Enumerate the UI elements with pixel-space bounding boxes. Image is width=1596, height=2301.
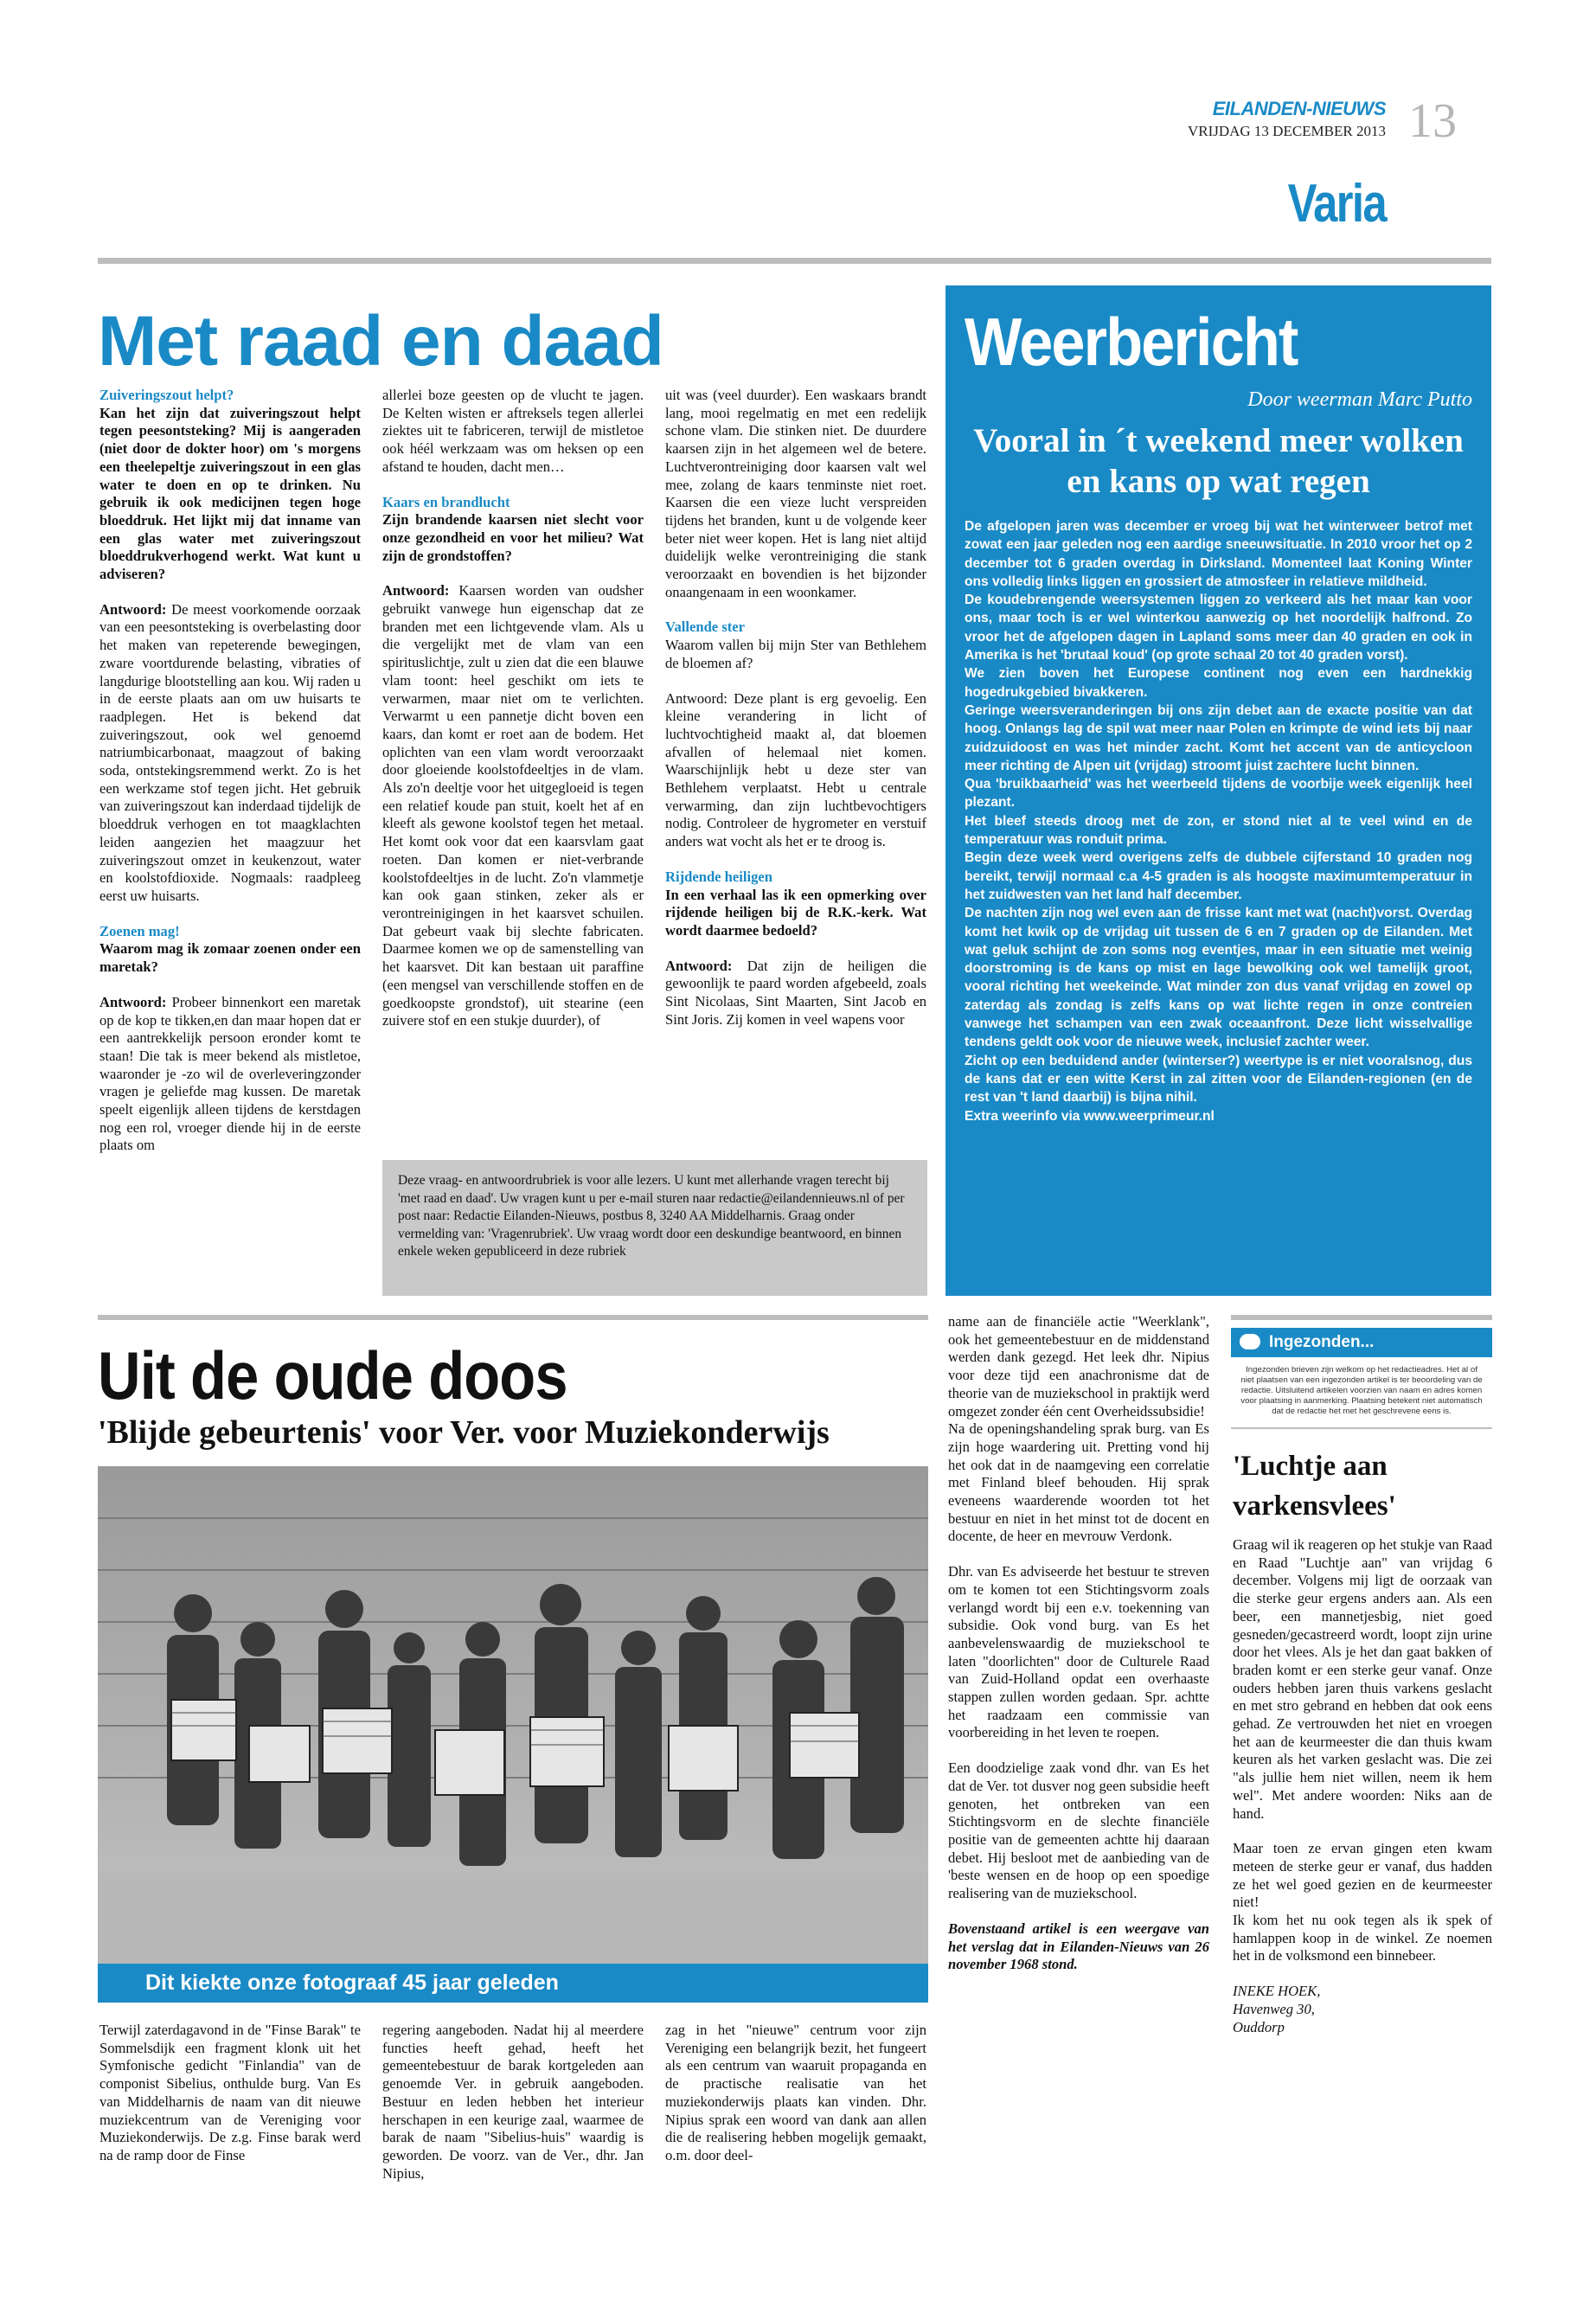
doos-col4-p4: Een doodzielige zaak vond dhr. van Es het dat de Ver. tot dusver nog geen subsidie heeft genoten, het ontbreken van een Stichtingsvorm en de slechte financiële positie van de gemeenten achtte hij daaraan debet. Hij besloot met de aanbieding van de 'beste wensen en de hoop op een spoedige realisering van de muziekschool. [948, 1759, 1209, 1902]
doos-title: Uit de oude doos [98, 1337, 567, 1413]
ingezonden-p1: Graag wil ik reageren op het stukje van Raad en Raad "Luchtje aan" van vrijdag 6 december. Volgens mij ligt de oorzaak van die sterke geur ergens anders aan. Als een beer, een mannetjesbig, niet goed gesneden/gecastreerd wordt, loopt zijn urine door het vlees. Als je het dan gaat bakken of braden komt er een sterke geur vanaf. Onze ouders hebben jaren thuis varkens geslacht en met stro gebrand en hebben dat ook eens gehad. Ze vertrouwden het niet en vroegen het aan de keurmeester die dan thuis kwam keuren als het varken geslacht was. Die zei "als jullie hem niet willen, neem ik hem wel". Met andere woorden: Niks aan de hand. [1233, 1536, 1492, 1822]
raad-column-3 [665, 387, 926, 1029]
q1-heading: Zuiveringszout helpt? [99, 387, 234, 403]
weer-paragraph: De koudebrengende weersystemen liggen zo verkeerd als het maar kan voor ons, maar toch is er wel winterkou aanwezig op het noordelijk halfrond. Zo vroor het de afgelopen dagen in Lapland soms meer dan 40 graden en ook in Amerika is het 'brutaal koud' (op grote schaal 20 tot 40 graden vorst). [965, 593, 1472, 663]
raad-info-box [382, 1160, 927, 1296]
a5-label: Antwoord: [665, 957, 733, 974]
section-title: Varia [1287, 174, 1386, 234]
q5-text: In een verhaal las ik een opmerking over rijdende heiligen bij de R.K.-kerk. Wat wordt daarmee bedoeld? [665, 886, 926, 939]
ingezonden-rule [1231, 1315, 1492, 1320]
weer-panel [945, 285, 1491, 1296]
a4-text: Deze plant is erg gevoelig. Een kleine verandering in licht of luchtvochtigheid maakt al, dat bloemen afvallen of helemaal niet komen. Waarschijnlijk hebt u deze ster van Bethlehem verplaatst. Hebt u centrale verwarming, dan zijn luchtbevochtigers nodig. Controleer de hygrometer en verstuif anders wat vocht als het er te droog is. [665, 689, 926, 850]
q5-heading: Rijdende heiligen [665, 868, 772, 885]
masthead-brand: EILANDEN-NIEUWS [1212, 98, 1386, 119]
weer-paragraph: De nachten zijn nog wel even aan de frisse kant met wat (nacht)vorst. Overdag komt het kwik op de vrijdag uit tussen de 6 en 7 graden op de Eilanden. Met wat geluk schijnt de zon soms nog eventjes, maar in een situatie met weinig doorstroming is de kans op mist en lage bewolking ook wel tamelijk groot, vooral richting het weekeinde. Wat minder zon dus vanaf vrijdag en zowel op zaterdag als zondag is zelfs kans op wat lichte regen in onze contreien vanwege het schampen van een zwak oceaanfront. Deze licht wisselvallige tendens geldt ook voor de nieuwe week, inclusief zachter weer. [965, 906, 1472, 1050]
raad-column-1 [99, 387, 361, 1155]
doos-col4-p2: Na de openingshandeling sprak burg. van Es zijn hoge waardering uit. Pretting vond hij het ook dat in de naamgeving een correlatie met Finland bleef behouden. Hij sprak eveneens waarderende woorden tot het bestuur en niet in het minst tot de docent en docente, de heer en mevrouw Verdonk. [948, 1420, 1209, 1545]
raad-title: Met raad en daad [98, 302, 663, 381]
q2-text: Waarom mag ik zomaar zoenen onder een maretak? [99, 940, 361, 976]
speech-bubble-icon [1240, 1334, 1260, 1349]
raad-column-2 [382, 387, 644, 1030]
doos-rule [98, 1315, 928, 1320]
ingezonden-label [1231, 1328, 1492, 1357]
weer-title: Weerbericht [965, 304, 1298, 380]
doos-col3-text: zag in het "nieuwe" centrum voor zijn Vereniging een belangrijk bezit, het fungeert als een centrum van waaruit propaganda en de practische realisatie van het muziekonderwijs plaats kan vinden. Dhr. Nipius sprak een woord van dank aan allen die de realisering hebben mogelijk gemaakt, o.m. door deel- [665, 2022, 926, 2163]
raad-info-text: Deze vraag- en antwoordrubriek is voor alle lezers. U kunt met allerhande vragen terecht bij 'met raad en daad'. Uw vragen kunt u per e-mail sturen naar redactie@eilandennieuws.nl of per post naar: Redactie Eilanden-Nieuws, postbus 8, 3240 AA Middelharnis. Graag onder vermelding van: 'Vragenrubriek'. Uw vraag wordt door een deskundige beantwoord, en binnen enkele weken gepubliceerd in deze rubriek [398, 1173, 905, 1259]
a1-label: Antwoord: [99, 600, 167, 618]
q3-text: Zijn brandende kaarsen niet slecht voor onze gezondheid en voor het milieu? Wat zijn de grondstoffen? [382, 511, 644, 564]
a3 [382, 582, 644, 1030]
a1 [99, 601, 361, 906]
weer-byline: Door weerman Marc Putto [1247, 388, 1472, 411]
weer-paragraph: De afgelopen jaren was december er vroeg bij wat het winterweer betrof met zowat een jaar geleden nog een aardige sneeuwsituatie. In 2010 vroor het op 2 december tot 6 graden overdag in Dirksland. Momenteel laat Koning Winter ons volledig links liggen en grossiert de atmosfeer in relatieve mildheid. [965, 519, 1472, 589]
weer-paragraph: We zien boven het Europese continent nog even een hardnekkig hogedrukgebied bivakkeren. [965, 666, 1472, 700]
masthead-date: VRIJDAG 13 DECEMBER 2013 [1187, 123, 1386, 139]
ingezonden-title: 'Luchtje aan varkensvlees' [1233, 1451, 1396, 1522]
ingezonden-disclaimer: Ingezonden brieven zijn welkom op het redactieadres. Het al of niet plaatsen van een ingezonden artikel is ter beoordeling van de redactie. Uitsluitend artikelen voorzien van naam en adres komen voor plaatsing in aanmerking. Plaatsing betekent niet automatisch dat de redactie het met het geschrevene eens is. [1240, 1365, 1483, 1416]
weer-paragraph: Het bleef steeds droog met de zon, er stond niet al te veel wind en de temperatuur was ronduit prima. [965, 813, 1472, 848]
historic-photo [98, 1466, 928, 1964]
col3-top: uit was (veel duurder). Een waskaars brandt lang, mooi regelmatig en met een redelijk schone vlam. Die stinken niet. De duurdere kaarsen zijn in het algemeen wel de betere. Luchtverontreiniging door kaarsen valt wel mee, zolang de kaars tenminste niet roet. Kaarsen die een vieze lucht verspreiden tijdens het branden, kunt u de volgende keer beter niet weer kopen. Het is lang niet altijd duidelijk welke verontreiniging die stank veroorzaakt en bovendien is het bijzonder onaangenaam in een woonkamer. [665, 387, 926, 600]
a5-text: Dat zijn de heiligen die gewoonlijk te paard worden afgebeeld, zoals Sint Nicolaas, Sint Maarten, Sint Jacob en Sint Joris. Zij komen in veel wapens voor [665, 957, 926, 1028]
doos-subtitle: 'Blijde gebeurtenis' voor Ver. voor Muziekonderwijs [98, 1414, 830, 1451]
ingezonden-address1: Havenweg 30, [1233, 2000, 1315, 2017]
weer-paragraph: Qua 'bruikbaarheid' was het weerbeeld tijdens de voorbije week eigenlijk heel plezant. [965, 777, 1472, 811]
a3-label: Antwoord: [382, 582, 450, 599]
weer-paragraph: Geringe weersveranderingen bij ons zijn debet aan de exacte positie van dat hoog. Onlangs lag de spil wat meer naar Polen en krimpte de wind iets bij naar zuidzuidoost en was het minder zacht. Komt het accent van de anticycloon meer richting de Alpen uit (vrijdag) stroomt juist zachtere lucht binnen. [965, 702, 1472, 773]
q4-heading: Vallende ster [665, 619, 746, 636]
col2-top: allerlei boze geesten op de vlucht te jagen. De Kelten wisten er aftreksels tegen allerlei ziektes uit te fabriceren, terwijl de mistletoe ook héél werkzaam was om heksen op een afstand te houden, dacht men… [382, 387, 644, 475]
page-number: 13 [1408, 94, 1457, 148]
doos-col4-p3: Dhr. van Es adviseerde het bestuur te streven om te komen tot een Stichtingsvorm zoals verlangd wordt bij een e.v. toekenning van subsidie. Ook vond burg. van Es het aanbevelenswaardig de muziekschool te laten "doorlichten" door de Culturele Raad van Zuid-Holland opdat een overhaaste stappen zullen worden gedaan. Spr. achtte het raadzaam een commissie van voorbereiding in het leven te roepen. [948, 1563, 1209, 1741]
weer-body [965, 517, 1472, 1125]
a4 [665, 690, 926, 851]
ingezonden-address2: Ouddorp [1233, 2018, 1285, 2035]
a1-text: De meest voorkomende oorzaak van een peesontsteking is overbelasting door het maken van repeterende bewegingen, zware voortdurende belasting, vibraties of langdurige blootstelling aan kou. Wij raden u in de eerste plaats aan om uw huisarts te raadplegen. Het is bekend dat zuiveringszout, ook wel genoemd natriumbicarbonaat, maagzout of baking soda, ontstekingsremmend werkt. Zo is het een werkzame stof tegen jicht. Het gebruik van zuiveringszout kan inderdaad tijdelijk de bloeddruk verhogen en tot maagklachten leiden aangezien het maagzuur het zuiveringszout omzet in keukenzout, water en koolstofdioxide. Nogmaals: raadpleeg eerst uw huisarts. [99, 600, 361, 904]
weer-paragraph: Begin deze week werd overigens zelfs de dubbele cijferstand 10 graden nog bereikt, terwijl normaal c.a 4-5 graden is als hoogste maximumtemperatuur in het zuidwesten van het land half december. [965, 850, 1472, 902]
a5 [665, 958, 926, 1029]
q3-heading: Kaars en brandlucht [382, 493, 510, 510]
doos-column-2 [382, 2022, 644, 2182]
q1-text: Kan het zijn dat zuiveringszout helpt tegen peesontsteking? Mij is aangeraden (niet door de dokter hoor) om 's morgens een theelepeltje zuiveringszout in een glas water te doen en op te drinken. Nu gebruik ik ook medicijnen tegen hoge bloeddruk. Het lijkt mij dat inname van een glas water met zuiveringszout bloeddrukverhogend werkt. Wat kunt u adviseren? [99, 404, 361, 583]
a2-label: Antwoord: [99, 993, 167, 1010]
doos-column-4 [948, 1313, 1209, 1974]
doos-column-3 [665, 2022, 926, 2165]
q4-text: Waarom vallen bij mijn Ster van Bethlehem de bloemen af? [665, 637, 926, 671]
doos-column-1 [99, 2022, 361, 2165]
ingezonden-p2: Maar toen ze ervan gingen eten kwam meteen de sterke geur er vanaf, dus hadden ze het wel goed gezien en de keurmeester niet! [1233, 1840, 1492, 1911]
doos-col2-text: regering aangeboden. Nadat hij al meerdere functies heeft gehad, heeft het gemeentebestuur de barak kortgeleden aan genoemde Ver. in gebruik aangeboden. Bestuur en leden hebben het interieur herschapen in een keurige zaal, waarmee de barak de naam "Sibelius-huis" waardig is geworden. De voorz. van de Ver., dhr. Jan Nipius, [382, 2022, 644, 2182]
photo-caption: Dit kiekte onze fotograaf 45 jaar geleden [98, 1964, 928, 2003]
a2-text: Probeer binnenkort een maretak op de kop te tikken,en dan maar hopen dat er een aantrekkelijk persoon eronder komt te staan! Die tak is meer bekend als mistletoe, waaronder je -zo wil de overleveringzonder vragen je geliefde mag kussen. De maretak speelt eigenlijk alleen tijdens de kerstdagen nog een rol, vroeger diende hij in de eerste plaats om [99, 993, 361, 1154]
a3-text: Kaarsen worden van oudsher gebruikt vanwege hun eigenschap dat ze branden met een lichtgevende vlam. Als u die vergelijkt met de vlam van een spirituslichtje, zult u zien dat die een blauwe vlam toont: heel geschikt om iets te verwarmen, maar niet om te verlichten. Verwarmt u een pannetje dicht boven een kaars, dan komt er roet aan de bodem. Het oplichten van een vlam wordt veroorzaakt door gloeiende koolstofdeeltjes in de vlam. Als zo'n deeltje voor het uitgegloeid is tegen een relatief koude pan stuit, koelt het af en kleeft als gewone koolstof tegen het metaal. Het komt ook voor dat een kaarsvlam gaat roeten. Dan komen er niet-verbrande koolstofdeeltjes in de lucht. Zo'n vlammetje kan ook gaan stinken, zeker als er verontreinigingen in het kaarsvet schuilen. Dat gebeurt vaak bij slechte fabricaten. Daarmee komen we op de samenstelling van het kaarsvet. Dit kan bestaan uit paraffine (een mengsel van verschillende stoffen en de goedkoopste grondstof), uit stearine (een zuivere stof en een stukje duurder), of [382, 582, 644, 1029]
a2 [99, 994, 361, 1155]
doos-col1-text: Terwijl zaterdagavond in de "Finse Barak" te Sommelsdijk een fragment klonk uit het Symfonische gedicht "Finlandia" van de componist Sibelius, onthulde burg. Van Es van Middelharnis de naam van dit nieuwe muziekcentrum van de Vereniging voor Muziekonderwijs. De z.g. Finse barak werd na de ramp door de Finse [99, 2022, 361, 2163]
ingezonden-label-text: Ingezonden... [1269, 1333, 1375, 1351]
q2-heading: Zoenen mag! [99, 922, 180, 939]
doos-col4-note: Bovenstaand artikel is een weergave van het verslag dat in Eilanden-Nieuws van 26 november 1968 stond. [948, 1920, 1209, 1973]
doos-col4-p1: name aan de financiële actie "Weerklank", ook het gemeentebestuur en de middenstand werden dank gezegd. Het leek dhr. Nipius voor deze tijd een anachronisme dat de theorie van de muziekschool in praktijk werd omgezet zonder één cent Overheidssubsidie! [948, 1313, 1209, 1420]
photo-illustration [98, 1466, 928, 1964]
a4-label: Antwoord: [665, 689, 727, 707]
weer-subtitle: Vooral in ´t weekend meer wolken en kans op wat regen [973, 422, 1464, 500]
section-rule [98, 258, 1491, 264]
ingezonden-body [1233, 1536, 1492, 2036]
weer-paragraph: Zicht op een beduidend ander (winterser?) weertype is er niet vooralsnog, dus de kans dat er een witte Kerst in zal zitten voor de Eilanden-regionen (en de rest van 't land daarbij) is bijna nihil. [965, 1053, 1472, 1106]
ingezonden-divider [1231, 1427, 1492, 1429]
ingezonden-author: INEKE HOEK, [1233, 1983, 1321, 2000]
weer-paragraph: Extra weerinfo via www.weerprimeur.nl [965, 1108, 1215, 1124]
ingezonden-p3: Ik kom het nu ook tegen als ik spek of hamlappen koop in de winkel. Ze noemen het in de volksmond een binnebeer. [1233, 1912, 1492, 1965]
